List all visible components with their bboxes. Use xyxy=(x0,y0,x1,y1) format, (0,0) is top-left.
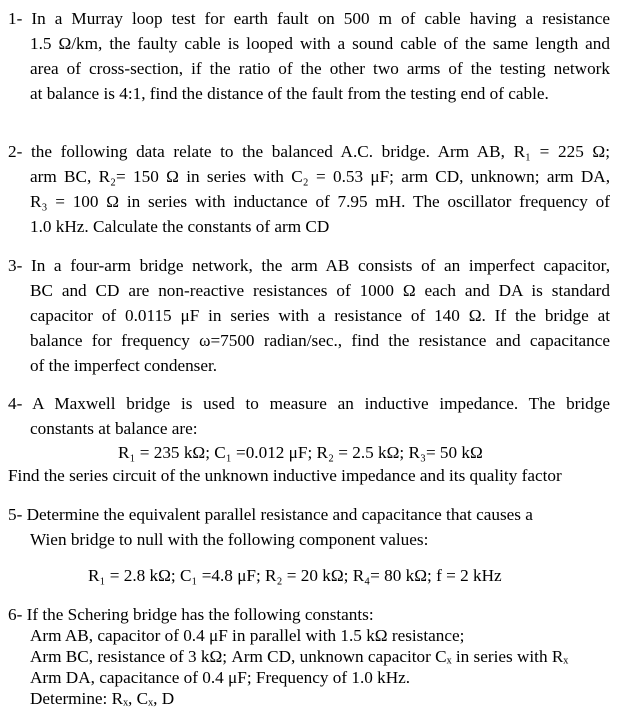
problem-6-line-3: Arm BC, resistance of 3 kΩ; Arm CD, unknown capacitor Cₓ in series with Rₓ xyxy=(30,647,569,666)
problem-3-line-3: capacitor of 0.0115 μF in series with a resistance of 140 Ω. If the bridge at xyxy=(30,306,610,325)
problem-3-line-2: BC and CD are non-reactive resistances of 1000 Ω each and DA is standard xyxy=(30,281,610,300)
problem-2-line-2: arm BC, R₂= 150 Ω in series with C₂ = 0.53 μF; arm CD, unknown; arm DA, xyxy=(30,167,610,186)
problem-4-line-2: constants at balance are: xyxy=(30,419,198,438)
problem-2-line-4: 1.0 kHz. Calculate the constants of arm CD xyxy=(30,217,330,236)
problem-4-constants: R₁ = 235 kΩ; C₁ =0.012 μF; R₂ = 2.5 kΩ; R₃= 50 kΩ xyxy=(118,443,483,462)
problem-1-line-3: area of cross-section, if the ratio of the other two arms of the testing network xyxy=(30,59,610,78)
problem-3-line-4: balance for frequency ω=7500 radian/sec., find the resistance and capacitance xyxy=(30,331,610,350)
problem-6-line-4: Arm DA, capacitance of 0.4 μF; Frequency of 1.0 kHz. xyxy=(30,668,411,687)
problem-3-line-5: of the imperfect condenser. xyxy=(30,356,218,375)
problem-1-line-4: at balance is 4:1, find the distance of the fault from the testing end of cable. xyxy=(30,84,549,103)
problem-2-line-3: R₃ = 100 Ω in series with inductance of 7.95 mH. The oscillator frequency of xyxy=(30,192,610,211)
problem-6-line-1: 6- If the Schering bridge has the following constants: xyxy=(8,605,374,624)
problem-6-line-5: Determine: Rₓ, Cₓ, D xyxy=(30,689,175,708)
problem-2-line-1: 2- the following data relate to the balanced A.C. bridge. Arm AB, R₁ = 225 Ω; xyxy=(8,142,610,161)
problem-1-line-2: 1.5 Ω/km, the faulty cable is looped with a sound cable of the same length and xyxy=(30,34,610,53)
problem-5-line-2: Wien bridge to null with the following component values: xyxy=(30,530,429,549)
problem-1-line-1: 1- In a Murray loop test for earth fault on 500 m of cable having a resistance xyxy=(8,9,610,28)
problem-5-constants: R₁ = 2.8 kΩ; C₁ =4.8 μF; R₂ = 20 kΩ; R₄= 80 kΩ; f = 2 kHz xyxy=(88,566,502,585)
problem-3-line-1: 3- In a four-arm bridge network, the arm AB consists of an imperfect capacitor, xyxy=(8,256,610,275)
problem-5-line-1: 5- Determine the equivalent parallel resistance and capacitance that causes a xyxy=(8,505,533,524)
problem-6-line-2: Arm AB, capacitor of 0.4 μF in parallel with 1.5 kΩ resistance; xyxy=(30,626,465,645)
problem-4-line-4: Find the series circuit of the unknown inductive impedance and its quality factor xyxy=(8,466,562,485)
problem-4-line-1: 4- A Maxwell bridge is used to measure an inductive impedance. The bridge xyxy=(8,394,610,413)
